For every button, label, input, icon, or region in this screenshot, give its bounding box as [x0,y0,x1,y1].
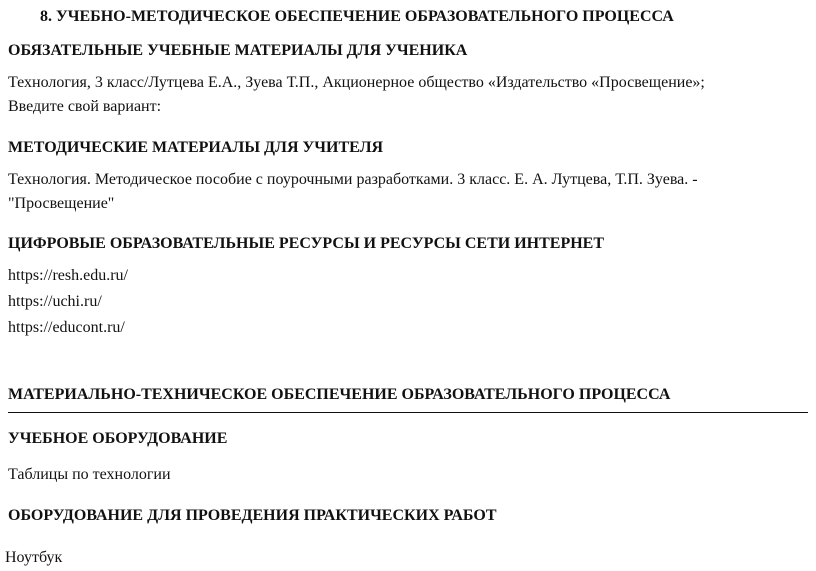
student-materials-heading: ОБЯЗАТЕЛЬНЫЕ УЧЕБНЫЕ МАТЕРИАЛЫ ДЛЯ УЧЕНИКА [8,42,468,59]
section-divider [8,412,808,413]
practical-equipment-heading: ОБОРУДОВАНИЕ ДЛЯ ПРОВЕДЕНИЯ ПРАКТИЧЕСКИХ РАБОТ [8,507,497,524]
equipment-heading: УЧЕБНОЕ ОБОРУДОВАНИЕ [8,430,228,447]
teacher-materials-heading: МЕТОДИЧЕСКИЕ МАТЕРИАЛЫ ДЛЯ УЧИТЕЛЯ [8,139,384,156]
digital-resources-heading: ЦИФРОВЫЕ ОБРАЗОВАТЕЛЬНЫЕ РЕСУРСЫ И РЕСУРСЫ СЕТИ ИНТЕРНЕТ [8,235,604,252]
resource-link-resh[interactable]: https://resh.edu.ru/ [8,267,128,284]
section-title: 8. УЧЕБНО-МЕТОДИЧЕСКОЕ ОБЕСПЕЧЕНИЕ ОБРАЗОВАТЕЛЬНОГО ПРОЦЕССА [40,8,674,25]
resource-link-uchi[interactable]: https://uchi.ru/ [8,293,102,310]
tech-support-heading: МАТЕРИАЛЬНО-ТЕХНИЧЕСКОЕ ОБЕСПЕЧЕНИЕ ОБРАЗОВАТЕЛЬНОГО ПРОЦЕССА [8,386,671,403]
teacher-materials-line-1: Технология. Методическое пособие с поурочными разработками. 3 класс. Е. А. Лутцева, Т.П. Зуева. - [8,171,698,188]
equipment-item: Таблицы по технологии [8,466,171,483]
teacher-materials-line-2: "Просвещение" [8,195,115,212]
student-materials-line-1: Технология, 3 класс/Лутцева Е.А., Зуева Т.П., Акционерное общество «Издательство «Просвещение»; [8,74,705,91]
practical-equipment-item: Ноутбук [5,549,63,566]
resource-link-educont[interactable]: https://educont.ru/ [8,319,125,336]
student-materials-line-2: Введите свой вариант: [8,98,162,115]
